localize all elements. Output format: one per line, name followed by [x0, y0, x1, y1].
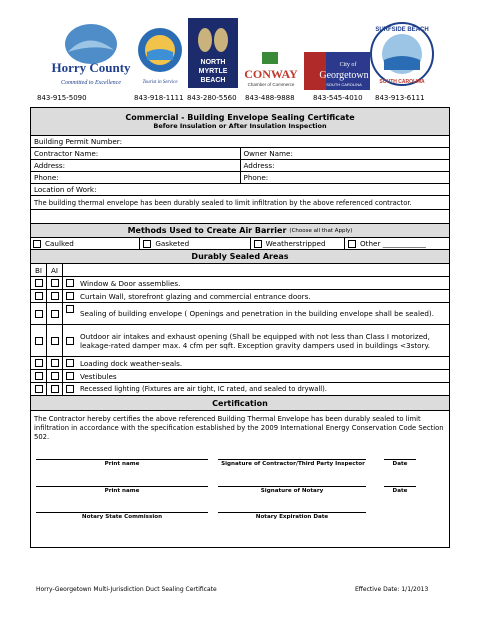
- col-ai: AI: [47, 264, 63, 276]
- checkbox-caulked[interactable]: [33, 240, 41, 248]
- owner-name-field[interactable]: [240, 148, 450, 159]
- method-weatherstripped[interactable]: [250, 238, 344, 249]
- owner-name-label: Owner Name:: [243, 149, 293, 158]
- ai-checkbox[interactable]: [51, 292, 59, 300]
- date-label-2: Date: [392, 488, 408, 494]
- bi-checkbox[interactable]: [35, 359, 43, 367]
- statement-row: [31, 195, 449, 209]
- contractor-phone-field[interactable]: [31, 172, 240, 183]
- notary-signature-line[interactable]: [218, 486, 366, 487]
- notary-expiration-line[interactable]: [218, 512, 366, 513]
- svg-text:BEACH: BEACH: [200, 77, 226, 84]
- area-label: Loading dock weather-seals.: [80, 358, 183, 368]
- date-line-2[interactable]: [384, 486, 416, 487]
- bi-checkbox[interactable]: [35, 292, 43, 300]
- owner-address-field[interactable]: [240, 160, 450, 171]
- location-row[interactable]: [31, 183, 449, 195]
- svg-text:NORTH: NORTH: [200, 59, 226, 66]
- area-label: Sealing of building envelope ( Openings and penetration in the building envelope shall be sealed).: [80, 309, 435, 318]
- owner-phone-label: Phone:: [243, 173, 269, 182]
- phone-north-myrtle-beach: 843-280-5560: [187, 94, 237, 102]
- myrtle-beach-logo: [135, 20, 185, 88]
- north-myrtle-beach-logo: [188, 18, 238, 88]
- form-title-row: [31, 108, 449, 135]
- svg-text:Georgetown: Georgetown: [319, 70, 369, 81]
- surfside-beach-logo: [370, 18, 434, 90]
- area-label: Vestibules: [80, 371, 117, 381]
- ai-checkbox[interactable]: [51, 310, 59, 318]
- col-bi: BI: [31, 264, 47, 276]
- area-checkbox[interactable]: [66, 279, 74, 287]
- notary-commission-label: Notary State Commission: [81, 514, 163, 520]
- conway-logo-tagline: Chamber of Commerce: [247, 82, 295, 87]
- svg-text:City of: City of: [339, 62, 357, 68]
- form-title: Commercial - Building Envelope Sealing Certificate: [125, 113, 355, 122]
- ai-checkbox[interactable]: [51, 359, 59, 367]
- svg-text:SURFSIDE BEACH: SURFSIDE BEACH: [375, 27, 429, 33]
- permit-label: Building Permit Number:: [34, 137, 123, 146]
- methods-row: [31, 237, 449, 249]
- form-subtitle: Before Insulation or After Insulation Inspection: [153, 122, 327, 130]
- notary-signature-label: Signature of Notary: [260, 488, 324, 494]
- certification-title: Certification: [212, 398, 268, 408]
- bi-checkbox[interactable]: [35, 279, 43, 287]
- ai-checkbox[interactable]: [51, 385, 59, 393]
- area-row: [31, 382, 449, 395]
- checkbox-weatherstripped[interactable]: [254, 240, 262, 248]
- bi-checkbox[interactable]: [35, 372, 43, 380]
- area-row: [31, 356, 449, 369]
- areas-title: Durably Sealed Areas: [191, 252, 289, 261]
- certification-header: [31, 395, 449, 410]
- contractor-name-label: Contractor Name:: [34, 149, 99, 158]
- contractor-signature-line[interactable]: [218, 459, 366, 460]
- footer-right: Effective Date: 1/1/2013: [355, 586, 429, 593]
- methods-header: [31, 223, 449, 237]
- print-name-label-1: Print name: [104, 461, 140, 467]
- phone-row: [31, 171, 449, 183]
- phone-horry: 843-915-5090: [37, 94, 87, 102]
- svg-text:Tourist in Service: Tourist in Service: [142, 80, 178, 85]
- print-name-line-2[interactable]: [36, 486, 208, 487]
- area-row: [31, 289, 449, 302]
- method-caulked[interactable]: [31, 238, 139, 249]
- location-label: Location of Work:: [34, 185, 97, 194]
- contractor-name-field[interactable]: [31, 148, 240, 159]
- area-checkbox[interactable]: [66, 359, 74, 367]
- blank-row[interactable]: [31, 209, 449, 223]
- contractor-signature-label: Signature of Contractor/Third Party Inspector: [221, 461, 365, 467]
- certification-text: The Contractor hereby certifies the above referenced Building Thermal Envelope has been durably sealed to limit infiltration in accordance with the specification established by the 2009 International Energy Conservation Code Section 502.: [34, 415, 444, 441]
- area-checkbox[interactable]: [66, 337, 74, 345]
- statement-text: The building thermal envelope has been durably sealed to limit infiltration by the above referenced contractor.: [34, 198, 412, 207]
- footer-left: Horry-Georgetown Multi-Jurisdiction Duct Sealing Certificate: [36, 586, 217, 593]
- area-label: Curtain Wall, storefront glazing and commercial entrance doors.: [80, 291, 311, 301]
- notary-commission-line[interactable]: [36, 512, 208, 513]
- area-row: [31, 302, 449, 324]
- ai-checkbox[interactable]: [51, 337, 59, 345]
- phone-georgetown: 843-545-4010: [313, 94, 363, 102]
- areas-header: [31, 249, 449, 263]
- methods-note: (Choose all that Apply): [289, 227, 353, 234]
- surfside-logo-tagline: SOUTH CAROLINA: [379, 79, 425, 85]
- bi-checkbox[interactable]: [35, 310, 43, 318]
- name-row: [31, 147, 449, 159]
- method-weatherstripped-label: Weatherstripped: [265, 239, 326, 248]
- sealing-certificate-form: [30, 107, 450, 548]
- phone-surfside: 843-913-6111: [375, 94, 425, 102]
- area-row: [31, 369, 449, 382]
- date-label-1: Date: [392, 461, 408, 467]
- conway-logo-text: CONWAY: [244, 67, 298, 81]
- method-caulked-label: Caulked: [45, 239, 74, 248]
- area-row: [31, 324, 449, 356]
- permit-row[interactable]: [31, 135, 449, 147]
- certification-body: [31, 410, 449, 547]
- address-row: [31, 159, 449, 171]
- print-name-line-1[interactable]: [36, 459, 208, 460]
- horry-logo-text: Horry County: [51, 60, 131, 75]
- method-gasketed[interactable]: [139, 238, 249, 249]
- svg-text:MYRTLE: MYRTLE: [198, 68, 228, 75]
- conway-logo: [240, 50, 302, 90]
- areas-column-header: [31, 263, 449, 276]
- checkbox-gasketed[interactable]: [143, 240, 151, 248]
- method-other[interactable]: [344, 238, 449, 249]
- print-name-label-2: Print name: [104, 488, 140, 494]
- area-label: Outdoor air intakes and exhaust opening (Shall be equipped with not less than Class I motorized, leakage-rated damper max. 4 cfm per sqft. Exception gravity dampers used in buildings <3story.: [80, 331, 431, 350]
- phone-myrtle-beach: 843-918-1111: [134, 94, 184, 102]
- method-gasketed-label: Gasketed: [155, 239, 190, 248]
- bi-checkbox[interactable]: [35, 385, 43, 393]
- ai-checkbox[interactable]: [51, 279, 59, 287]
- contractor-address-field[interactable]: [31, 160, 240, 171]
- method-other-label: Other ____________: [360, 239, 426, 248]
- phone-conway: 843-488-9888: [245, 94, 295, 102]
- area-checkbox[interactable]: [66, 385, 74, 393]
- area-label: Recessed lighting (Fixtures are air tight, IC rated, and sealed to drywall).: [80, 384, 327, 393]
- owner-phone-field[interactable]: [240, 172, 450, 183]
- ai-checkbox[interactable]: [51, 372, 59, 380]
- header-logos: [0, 0, 480, 104]
- checkbox-other[interactable]: [348, 240, 356, 248]
- area-checkbox[interactable]: [66, 292, 74, 300]
- contractor-phone-label: Phone:: [34, 173, 59, 182]
- horry-logo-tagline: Committed to Excellence: [61, 80, 121, 86]
- georgetown-logo-tagline: SOUTH CAROLINA: [326, 82, 362, 87]
- notary-expiration-label: Notary Expiration Date: [255, 514, 329, 520]
- area-row: [31, 276, 449, 289]
- area-label: Window & Door assemblies.: [80, 278, 181, 288]
- area-checkbox[interactable]: [66, 305, 74, 313]
- bi-checkbox[interactable]: [35, 337, 43, 345]
- area-checkbox[interactable]: [66, 372, 74, 380]
- date-line-1[interactable]: [384, 459, 416, 460]
- horry-county-logo: [48, 22, 134, 90]
- contractor-address-label: Address:: [34, 161, 66, 170]
- methods-title: Methods Used to Create Air Barrier: [127, 226, 287, 235]
- georgetown-logo: [304, 52, 370, 90]
- owner-address-label: Address:: [243, 161, 275, 170]
